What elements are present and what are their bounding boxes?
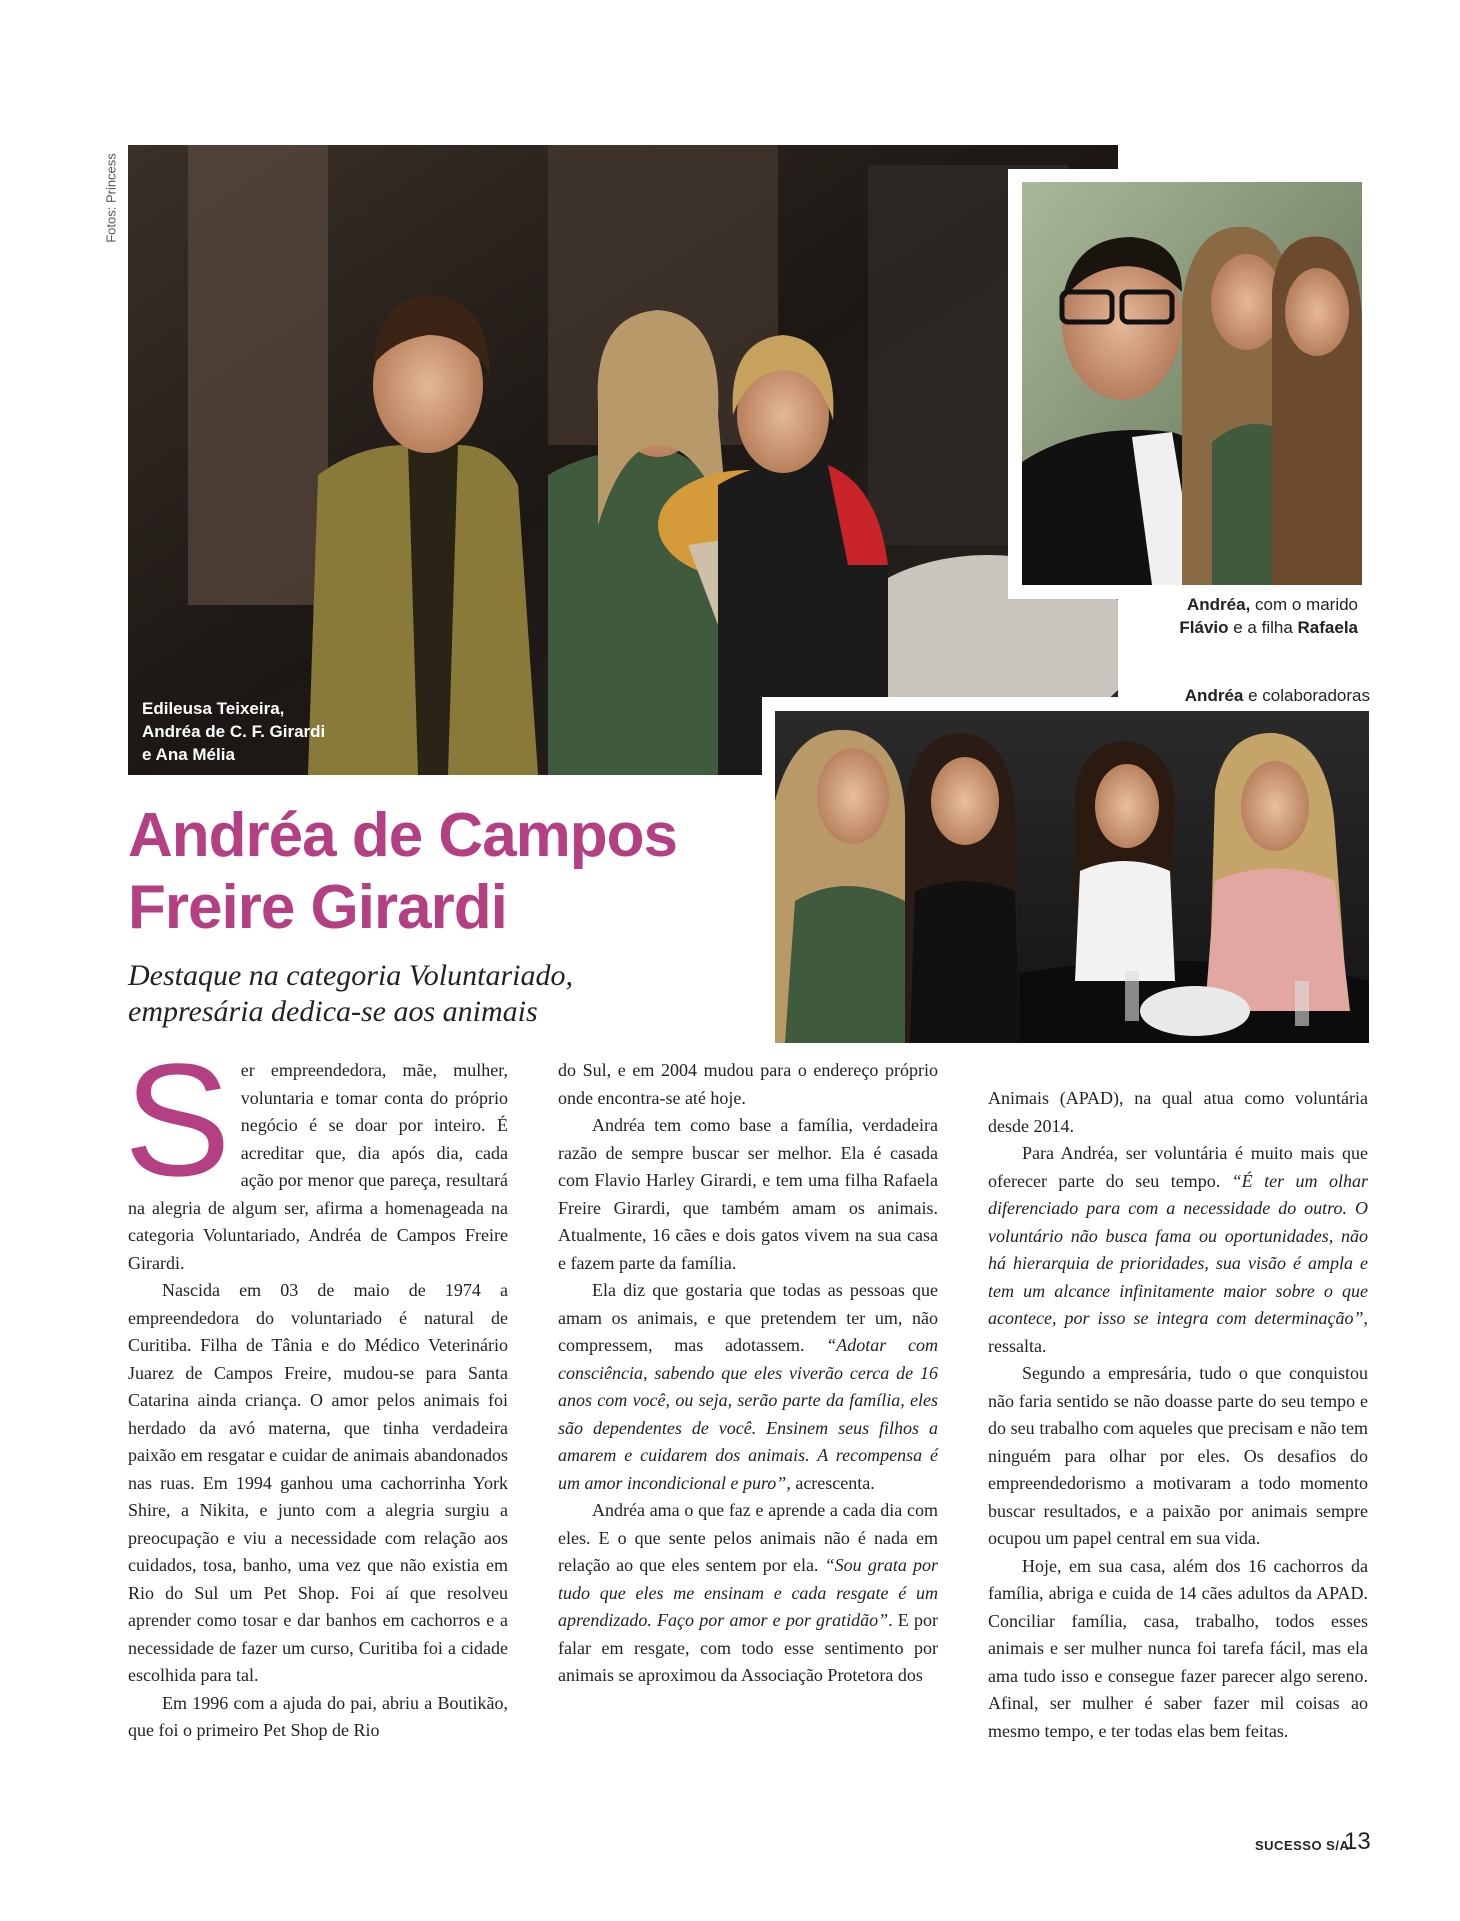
- article-subtitle: [128, 958, 768, 1030]
- paragraph: do Sul, e em 2004 mudou para o endereço próprio onde encontra-se até hoje.: [558, 1060, 938, 1108]
- caption-name: Andréa: [1184, 686, 1244, 705]
- paragraph-text: . E por falar em resgate, com todo esse sentimento por animais se aproximou da Associação Protetora dos: [558, 1610, 938, 1685]
- inset-photo-caption: [1100, 593, 1358, 639]
- caption-text: e colaboradoras: [1243, 686, 1370, 705]
- subtitle-line: empresária dedica-se aos animais: [128, 995, 538, 1028]
- magazine-name: SUCESSO S/A: [1255, 1838, 1350, 1853]
- inset-photo: [1022, 182, 1362, 585]
- paragraph: [558, 1277, 938, 1497]
- paragraph: [558, 1497, 938, 1690]
- paragraph: [988, 1140, 1368, 1360]
- photo-credit: [101, 148, 121, 248]
- main-photo-caption: [142, 697, 402, 766]
- caption-line: Andréa de C. F. Girardi: [142, 722, 326, 741]
- lower-photo: [775, 711, 1369, 1043]
- article-title: [128, 800, 768, 944]
- paragraph: [124, 1030, 508, 1277]
- caption-name: Flávio: [1179, 618, 1229, 637]
- paragraph-text: er empreendedora, mãe, mulher, voluntaria e tomar conta do próprio negócio é se doar por inteiro. É acreditar que, dia após dia, cada ação por menor que pareça, resultará na alegria de algum ser, afirma a homenageada na categoria Voluntariado, Andréa de Campos Freire Girardi.: [128, 1060, 508, 1273]
- paragraph: Nascida em 03 de maio de 1974 a empreendedora do voluntariado é natural de Curitiba. Filha de Tânia e do Médico Veterinário Juarez de Campos Freire, mudou-se para Santa Catarina ainda criança. O amor pelos animais foi herdado da avó materna, que tinha verdadeira paixão em resgatar e cuidar de animais abandonados nas ruas. Em 1994 ganhou uma cachorrinha York Shire, a Nikita, e junto com a alegria surgiu a preocupação e viu a necessidade com relação aos cuidados, tosa, banho, uma vez que não existia em Rio do Sul um Pet Shop. Foi aí que resolveu aprender como tosar e dar banhos em cachorros e a necessidade de fazer um curso, Curitiba foi a cidade escolhida para tal.: [128, 1280, 508, 1685]
- main-photo: [128, 145, 1118, 775]
- page-number: 13: [1344, 1828, 1371, 1855]
- paragraph-text: Ela diz que gostaria que todas as pessoas que amam os animais, e que pretendem ter um, não compressem, mas adotassem.: [558, 1280, 938, 1355]
- drop-cap: S: [124, 1030, 231, 1209]
- inset-photo-image: [1022, 182, 1362, 585]
- paragraph-text: , acrescenta.: [786, 1472, 875, 1493]
- paragraph: Em 1996 com a ajuda do pai, abriu a Boutikão, que foi o primeiro Pet Shop de Rio: [128, 1692, 508, 1740]
- caption-name: Andréa,: [1187, 595, 1251, 614]
- paragraph-text: , ressalta.: [988, 1308, 1368, 1356]
- caption-text: e a filha: [1228, 618, 1298, 637]
- photo-credit-text: Fotos: Princess: [103, 153, 119, 243]
- paragraph: Hoje, em sua casa, além dos 16 cachorros da família, abriga e cuida de 14 cães adultos da APAD. Conciliar família, casa, trabalho, todos esses animais e ser mulher nunca foi tarefa fácil, mas ela ama tudo isso e consegue fazer parecer algo sereno. Afinal, ser mulher é saber fazer mil coisas ao mesmo tempo, e ter todas elas bem feitas.: [988, 1555, 1368, 1741]
- caption-text: com o marido: [1250, 595, 1358, 614]
- text-column-3: [988, 1085, 1368, 1745]
- paragraph-text: Para Andréa, ser voluntária é muito mais que oferecer parte do seu tempo.: [988, 1143, 1368, 1191]
- text-column-2: [558, 1057, 938, 1690]
- lower-photo-image: [775, 711, 1369, 1043]
- caption-line: e Ana Mélia: [142, 745, 235, 764]
- paragraph: Segundo a empresária, tudo o que conquistou não faria sentido se não doasse parte do seu tempo e do seu trabalho com aqueles que precisam e não tem ninguém para olhar por eles. Os desafios do empreendedorismo a motivaram a todo momento buscar resultados, e a paixão por animais sempre ocupou um papel central em sua vida.: [988, 1363, 1368, 1548]
- title-line: Freire Girardi: [128, 873, 507, 942]
- title-line: Andréa de Campos: [128, 801, 678, 870]
- caption-line: [1100, 593, 1358, 616]
- main-photo-image: [128, 145, 1118, 775]
- lower-photo-caption: [1000, 684, 1370, 707]
- text-column-1: [124, 1030, 508, 1745]
- quote: “Sou grata por tudo que eles me ensinam e cada resgate é um aprendizado. Faço por amor e por gratidão”: [558, 1555, 939, 1630]
- quote: “Adotar com consciência, sabendo que eles viverão cerca de 16 anos com você, ou seja, serão parte da família, eles são dependentes de você. Ensinem seus filhos a amarem e cuidarem dos animais. A recompensa é um amor incondicional e puro”: [558, 1335, 938, 1493]
- quote: “É ter um olhar diferenciado para com a necessidade do outro. O voluntário não busca fama ou oportunidades, não há hierarquia de prioridades, sua visão é ampla e tem um alcance infinitamente maior sobre o que acontece, por isso se integra com determinação”: [988, 1170, 1368, 1328]
- subtitle-line: Destaque na categoria Voluntariado,: [128, 959, 573, 992]
- caption-line: [1100, 616, 1358, 639]
- paragraph-text: Andréa ama o que faz e aprende a cada dia com eles. E o que sente pelos animais não é nada em relação ao que eles sentem por ela.: [558, 1500, 938, 1575]
- paragraph: Andréa tem como base a família, verdadeira razão de sempre buscar ser melhor. Ela é casada com Flavio Harley Girardi, e tem uma filha Rafaela Freire Girardi, que também amam os animais. Atualmente, 16 cães e dois gatos vivem na sua casa e fazem parte da família.: [558, 1115, 938, 1273]
- caption-name: Rafaela: [1297, 618, 1358, 637]
- paragraph: Animais (APAD), na qual atua como voluntária desde 2014.: [988, 1088, 1368, 1136]
- caption-line: Edileusa Teixeira,: [142, 699, 285, 718]
